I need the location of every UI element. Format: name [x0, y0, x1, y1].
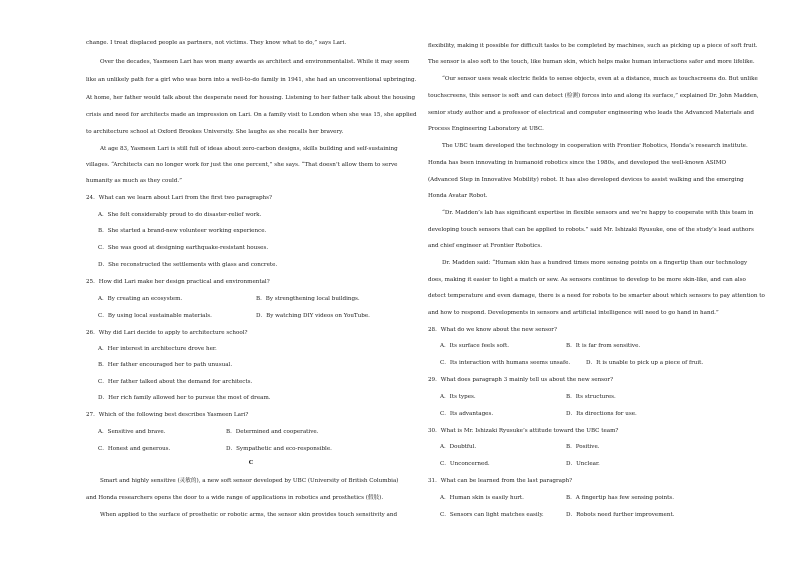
question-stem: 30．What is Mr. Ishizaki Ryusuke’s attitude toward the UBC team? — [428, 428, 619, 434]
paragraph-line: touchscreens, this sensor is soft and can detect (检测) forces into and along its surface,” explained Dr. John Madden, — [428, 93, 759, 99]
answer-option: B．Positive. — [566, 444, 600, 450]
answer-option: A．Sensitive and brave. — [98, 429, 166, 435]
answer-option: D．Its directions for use. — [566, 411, 637, 417]
paragraph-line: At home, her father would talk about the desperate need for housing. Listening to her father talk about the housing — [86, 95, 416, 101]
answer-option: C．Sensors can light matches easily. — [440, 512, 544, 518]
paragraph-line: does, making it easier to light a match or sew. As sensors continue to develop to be more skin-like, and can also — [428, 277, 746, 283]
paragraph-line: At age 83, Yasmeen Lari is still full of ideas about zero-carbon designs, skills building and self-sustaining — [100, 146, 398, 152]
answer-option: C．Honest and generous. — [98, 446, 171, 452]
answer-option: D．Unclear. — [566, 461, 600, 467]
paragraph-line: Process Engineering Laboratory at UBC. — [428, 126, 544, 132]
paragraph-line: Honda Avatar Robot. — [428, 193, 488, 199]
answer-option: C．Her father talked about the demand for architects. — [98, 379, 253, 385]
paragraph-line: “Our sensor uses weak electric fields to sense objects, even at a distance, much as touchscreens do. But unlike — [442, 76, 758, 82]
paragraph-line: flexibility, making it possible for difficult tasks to be completed by machines, such as picking up a piece of soft fruit. — [428, 43, 758, 49]
question-stem: 31．What can be learned from the last paragraph? — [428, 478, 573, 484]
paragraph-line: (Advanced Step in Innovative Mobility) robot. It has also developed devices to assist walking and the emerging — [428, 177, 744, 183]
paragraph-line: and how to respond. Developments in sensors and artificial intelligence will need to go hand in hand.” — [428, 310, 719, 316]
answer-option: B．She started a brand-new volunteer working experience. — [98, 228, 267, 234]
answer-option: D．By watching DIY videos on YouTube. — [256, 313, 370, 319]
paragraph-line: When applied to the surface of prosthetic or robotic arms, the sensor skin provides touch sensitivity and — [100, 512, 398, 518]
paragraph-line: to architecture school at Oxford Brookes University. She laughs as she recalls her bravery. — [86, 129, 344, 135]
answer-option: C．She was good at designing earthquake-resistant houses. — [98, 245, 269, 251]
answer-option: A．She felt considerably proud to do disaster-relief work. — [98, 212, 262, 218]
answer-option: A．Doubtful. — [440, 444, 477, 450]
answer-option: C．Its interaction with humans seems unsafe. — [440, 360, 571, 366]
answer-option: D．Her rich family allowed her to pursue the most of dream. — [98, 395, 271, 401]
paragraph-line: Honda has been innovating in humanoid robotics since the 1980s, and developed the well-known ASIMO — [428, 160, 727, 166]
answer-option: D．It is unable to pick up a piece of fruit. — [586, 360, 704, 366]
answer-option: B．By strengthening local buildings. — [256, 296, 360, 302]
answer-option: D．She reconstructed the settlements with glass and concrete. — [98, 262, 278, 268]
paragraph-line: The UBC team developed the technology in cooperation with Frontier Robotics, Honda’s research institute. — [442, 143, 748, 149]
answer-option: C．Unconcerned. — [440, 461, 490, 467]
question-stem: 29．What does paragraph 3 mainly tell us about the new sensor? — [428, 377, 614, 383]
question-stem: 27．Which of the following best describes Yasmeen Lari? — [86, 412, 249, 418]
paragraph-line: change. I treat displaced people as partners, not victims. They know what to do,” says Lari. — [86, 40, 347, 46]
answer-option: C．By using local sustainable materials. — [98, 313, 212, 319]
paragraph-line: villages. “Architects can no longer work for just the one percent,” she says. “That doesn’t allow them to serve — [86, 162, 398, 168]
paragraph-line: developing touch sensors that can be applied to robots.” said Mr. Ishizaki Ryusuke, one of the study’s lead authors — [428, 227, 754, 233]
paragraph-line: like an unlikely path for a girl who was born into a well-to-do family in 1941, she had an unconventional upbringing. — [86, 77, 417, 83]
answer-option: B．A fingertip has few sensing points. — [566, 495, 674, 501]
section-heading: C — [248, 460, 254, 466]
paragraph-line: humanity as much as they could.” — [86, 178, 183, 184]
paragraph-line: “Dr. Madden’s lab has significant expertise in flexible sensors and we’re happy to cooperate with this team in — [442, 210, 754, 216]
answer-option: B．It is far from sensitive. — [566, 343, 641, 349]
paragraph-line: crisis and need for architects made an impression on Lari. On a family visit to London when she was 15, she applied — [86, 112, 417, 118]
question-stem: 28．What do we know about the new sensor? — [428, 327, 557, 333]
answer-option: C．Its advantages. — [440, 411, 494, 417]
answer-option: D．Robots need further improvement. — [566, 512, 675, 518]
answer-option: A．By creating an ecosystem. — [98, 296, 183, 302]
paragraph-line: The sensor is also soft to the touch, like human skin, which helps make human interactions safer and more lifelike. — [428, 59, 755, 65]
paragraph-line: and Honda researchers opens the door to a wide range of applications in robotics and prosthetics (假肢). — [86, 495, 384, 501]
question-stem: 25．How did Lari make her design practical and environmental? — [86, 279, 270, 285]
paragraph-line: and chief engineer at Frontier Robotics. — [428, 243, 542, 249]
question-stem: 24．What can we learn about Lari from the first two paragraphs? — [86, 195, 273, 201]
question-stem: 26．Why did Lari decide to apply to architecture school? — [86, 330, 248, 336]
answer-option: A．Her interest in architecture drove her. — [98, 346, 217, 352]
answer-option: B．Its structures. — [566, 394, 616, 400]
answer-option: D．Sympathetic and eco-responsible. — [226, 446, 332, 452]
paragraph-line: detect temperature and even damage, there is a need for robots to be smarter about which sensors to pay attention to — [428, 293, 765, 299]
answer-option: B．Determined and cooperative. — [226, 429, 319, 435]
answer-option: A．Human skin is easily hurt. — [440, 495, 524, 501]
answer-option: B．Her father encouraged her to path unusual. — [98, 362, 233, 368]
paragraph-line: Over the decades, Yasmeen Lari has won many awards as architect and environmentalist. While it may seem — [100, 59, 410, 65]
paragraph-line: senior study author and a professor of electrical and computer engineering who leads the Advanced Materials and — [428, 110, 754, 116]
paragraph-line: Smart and highly sensitive (灵敏的), a new soft sensor developed by UBC (University of British Columbia) — [100, 478, 399, 484]
answer-option: A．Its types. — [440, 394, 476, 400]
paragraph-line: Dr. Madden said: “Human skin has a hundred times more sensing points on a fingertip than our technology — [442, 260, 748, 266]
answer-option: A．Its surface feels soft. — [440, 343, 509, 349]
